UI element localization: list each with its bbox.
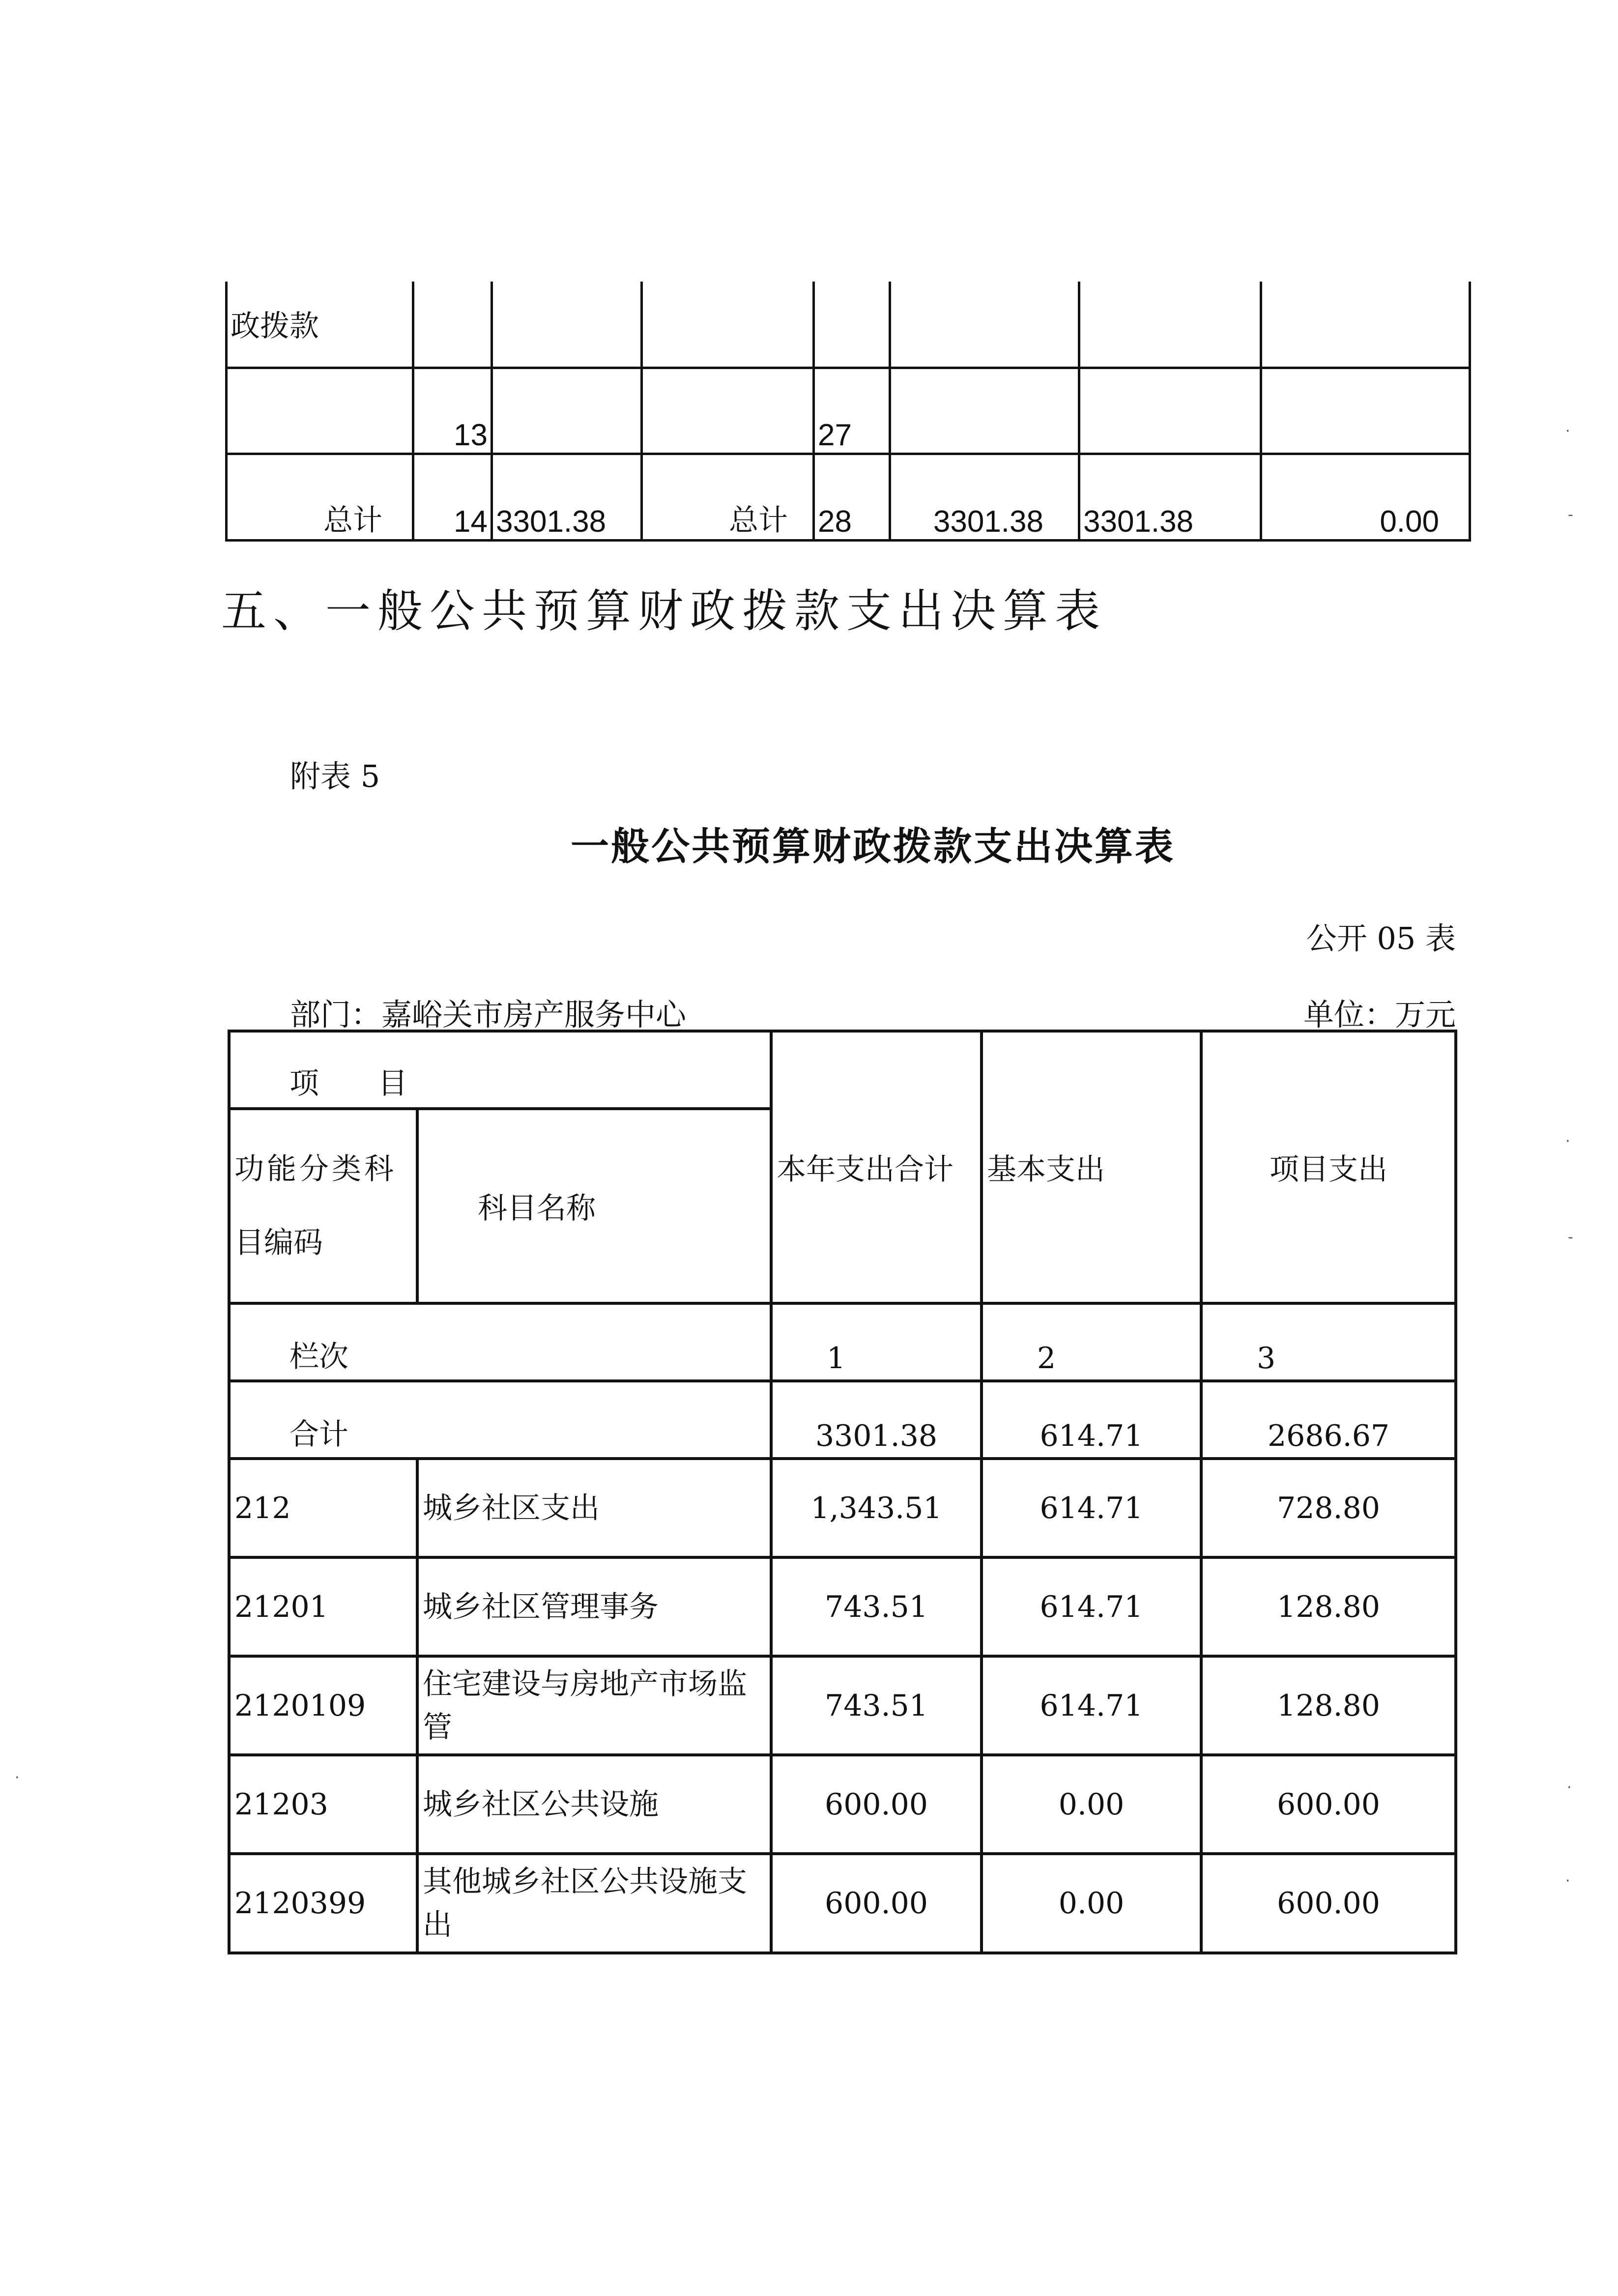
total-label: 合计 [229,1381,771,1459]
total-expenditure: 743.51 [771,1557,982,1656]
basic-expenditure: 614.71 [982,1459,1201,1557]
header-total: 本年支出合计 [771,1031,982,1303]
header-subject-name: 科目名称 [417,1109,771,1303]
table-row [229,1755,1456,1854]
scan-speck: · [1565,1133,1570,1150]
table-row [229,1557,1456,1656]
scan-speck: · [1565,423,1570,440]
cell-value [492,368,642,454]
total-label: 总计 [227,454,413,540]
row-label [642,368,814,454]
table-row [229,1656,1456,1755]
total-value: 614.71 [982,1381,1201,1459]
project-expenditure: 600.00 [1201,1755,1456,1854]
table-row [227,368,1470,454]
table-row [229,1459,1456,1557]
row-index [413,282,492,368]
table-header-row [229,1031,1456,1109]
subject-name: 住宅建设与房地产市场监管 [417,1656,771,1755]
expenditure-table [228,1030,1457,1954]
table-row [227,282,1470,368]
total-value: 0.00 [1261,454,1470,540]
header-project-expense: 项目支出 [1201,1031,1456,1303]
unit-label: 单位：万元 [1303,997,1456,1033]
column-index-row [229,1303,1456,1381]
cell-value [1079,368,1261,454]
cell-value [492,282,642,368]
project-expenditure: 128.80 [1201,1557,1456,1656]
basic-expenditure: 614.71 [982,1656,1201,1755]
column-index: 3 [1201,1303,1456,1381]
subject-name: 城乡社区支出 [417,1459,771,1557]
basic-expenditure: 0.00 [982,1755,1201,1854]
total-expenditure: 600.00 [771,1755,982,1854]
table-title: 一般公共预算财政拨款支出决算表 [570,825,1175,869]
subject-name: 城乡社区公共设施 [417,1755,771,1854]
cell-value [1079,282,1261,368]
cell-value [1261,368,1470,454]
department-label: 部门：嘉峪关市房产服务中心 [290,997,687,1033]
column-index-label: 栏次 [229,1303,771,1381]
subject-name: 城乡社区管理事务 [417,1557,771,1656]
basic-expenditure: 614.71 [982,1557,1201,1656]
row-index: 14 [413,454,492,540]
row-index: 13 [413,368,492,454]
function-code: 2120109 [229,1656,417,1755]
function-code: 21201 [229,1557,417,1656]
scan-speck: - [1568,1229,1573,1246]
scan-speck: - [1568,506,1573,523]
function-code: 212 [229,1459,417,1557]
cell-value [890,368,1079,454]
row-label [642,282,814,368]
project-expenditure: 600.00 [1201,1854,1456,1953]
subject-name: 其他城乡社区公共设施支出 [417,1854,771,1953]
total-expenditure: 1,343.51 [771,1459,982,1557]
total-value: 3301.38 [890,454,1079,540]
row-index: 27 [814,368,890,454]
table-code: 公开 05 表 [1306,920,1456,956]
cell-value [1261,282,1470,368]
basic-expenditure: 0.00 [982,1854,1201,1953]
total-value: 2686.67 [1201,1381,1456,1459]
column-index: 1 [771,1303,982,1381]
header-project: 项 目 [229,1031,771,1109]
total-label: 总计 [642,454,814,540]
attachment-label: 附表 5 [290,758,380,794]
header-code-line2: 目编码 [234,1226,323,1260]
column-index: 2 [982,1303,1201,1381]
table-row-total [227,454,1470,540]
total-value: 3301.38 [1079,454,1261,540]
header-code-line1: 功能分类科 [234,1152,397,1186]
total-value: 3301.38 [492,454,642,540]
scan-speck: · [1567,1779,1572,1796]
project-expenditure: 128.80 [1201,1656,1456,1755]
table-row [229,1854,1456,1953]
scan-speck: · [15,1769,20,1786]
project-expenditure: 728.80 [1201,1459,1456,1557]
scan-speck: · [1565,1872,1570,1890]
row-index [814,282,890,368]
total-row [229,1381,1456,1459]
total-expenditure: 600.00 [771,1854,982,1953]
total-expenditure: 743.51 [771,1656,982,1755]
total-value: 3301.38 [771,1381,982,1459]
previous-table-fragment [225,282,1471,542]
section-heading: 五、一般公共预算财政拨款支出决算表 [221,585,1107,637]
function-code: 2120399 [229,1854,417,1953]
row-label: 政拨款 [227,282,413,368]
row-label [227,368,413,454]
header-function-code [229,1109,417,1303]
function-code: 21203 [229,1755,417,1854]
header-basic: 基本支出 [982,1031,1201,1303]
row-index: 28 [814,454,890,540]
cell-value [890,282,1079,368]
